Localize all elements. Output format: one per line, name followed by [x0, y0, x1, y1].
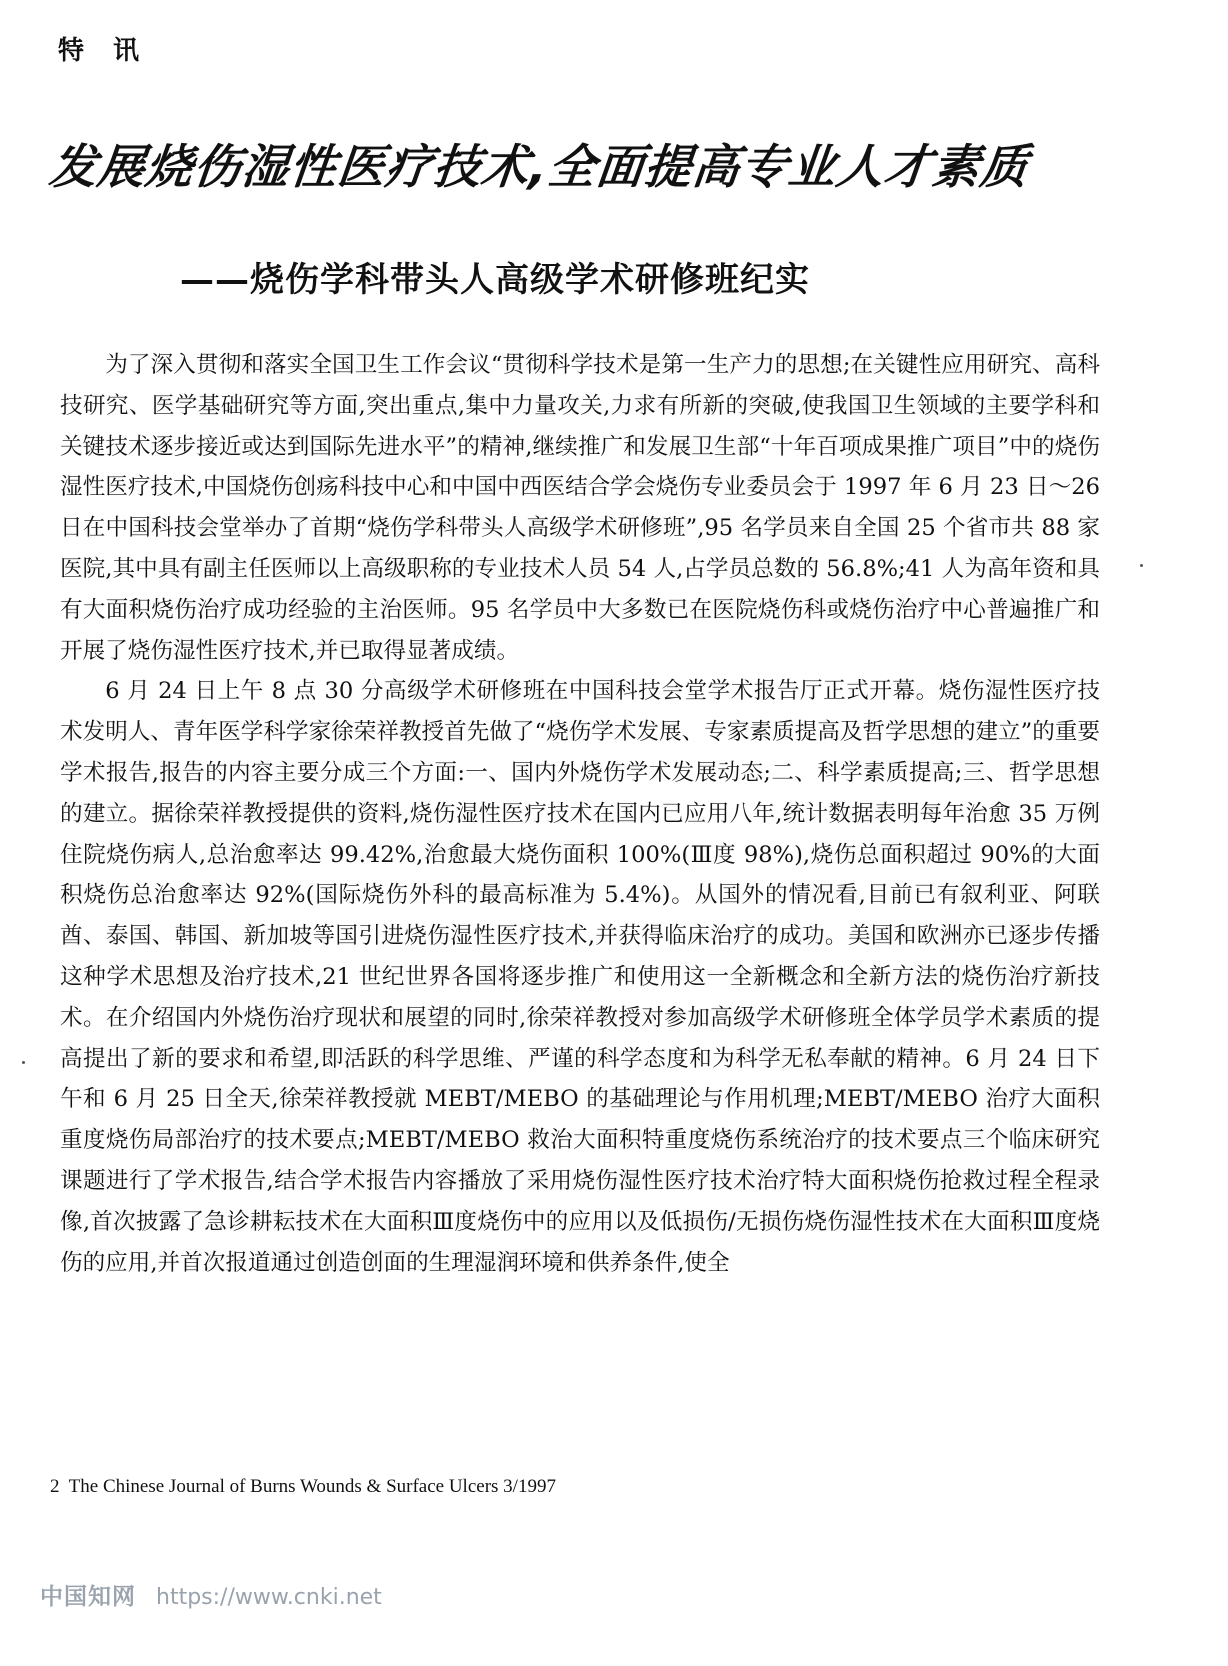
journal-citation: The Chinese Journal of Burns Wounds & Surface Ulcers 3/1997: [68, 1476, 556, 1497]
article-title: 发展烧伤湿性医疗技术,全面提高专业人才素质: [46, 140, 1032, 195]
article-body: [60, 345, 1100, 1283]
page-footer: [50, 1476, 556, 1498]
cnki-logo: 中国知网: [40, 1584, 136, 1610]
scan-artifact-dot: [22, 1061, 25, 1064]
scan-artifact-dot: [1140, 564, 1143, 567]
section-label: 特 讯: [58, 36, 150, 66]
article-subtitle: ——烧伤学科带头人高级学术研修班纪实: [180, 260, 810, 300]
article-paragraph: 为了深入贯彻和落实全国卫生工作会议“贯彻科学技术是第一生产力的思想;在关键性应用研究、高科技研究、医学基础研究等方面,突出重点,集中力量攻关,力求有所新的突破,使我国卫生领域的主要学科和关键技术逐步接近或达到国际先进水平”的精神,继续推广和发展卫生部“十年百项成果推广项目”中的烧伤湿性医疗技术,中国烧伤创疡科技中心和中国中西医结合学会烧伤专业委员会于 1997 年 6 月 23 日～26 日在中国科技会堂举办了首期“烧伤学科带头人高级学术研修班”,95 名学员来自全国 25 个省市共 88 家医院,其中具有副主任医师以上高级职称的专业技术人员 54 人,占学员总数的 56.8%;41 人为高年资和具有大面积烧伤治疗成功经验的主治医师。95 名学员中大多数已在医院烧伤科或烧伤治疗中心普遍推广和开展了烧伤湿性医疗技术,并已取得显著成绩。: [60, 352, 1100, 664]
article-paragraph: 6 月 24 日上午 8 点 30 分高级学术研修班在中国科技会堂学术报告厅正式开幕。烧伤湿性医疗技术发明人、青年医学科学家徐荣祥教授首先做了“烧伤学术发展、专家素质提高及哲学思想的建立”的重要学术报告,报告的内容主要分成三个方面:一、国内外烧伤学术发展动态;二、科学素质提高;三、哲学思想的建立。据徐荣祥教授提供的资料,烧伤湿性医疗技术在国内已应用八年,统计数据表明每年治愈 35 万例住院烧伤病人,总治愈率达 99.42%,治愈最大烧伤面积 100%(Ⅲ度 98%),烧伤总面积超过 90%的大面积烧伤总治愈率达 92%(国际烧伤外科的最高标准为 5.4%)。从国外的情况看,目前已有叙利亚、阿联酋、泰国、韩国、新加坡等国引进烧伤湿性医疗技术,并获得临床治疗的成功。美国和欧洲亦已逐步传播这种学术思想及治疗技术,21 世纪世界各国将逐步推广和使用这一全新概念和全新方法的烧伤治疗新技术。在介绍国内外烧伤治疗现状和展望的同时,徐荣祥教授对参加高级学术研修班全体学员学术素质的提高提出了新的要求和希望,即活跃的科学思维、严谨的科学态度和为科学无私奉献的精神。6 月 24 日下午和 6 月 25 日全天,徐荣祥教授就 MEBT/MEBO 的基础理论与作用机理;MEBT/MEBO 治疗大面积重度烧伤局部治疗的技术要点;MEBT/MEBO 救治大面积特重度烧伤系统治疗的技术要点三个临床研究课题进行了学术报告,结合学术报告内容播放了采用烧伤湿性医疗技术治疗特大面积烧伤抢救过程全程录像,首次披露了急诊耕耘技术在大面积Ⅲ度烧伤中的应用以及低损伤/无损伤烧伤湿性技术在大面积Ⅲ度烧伤的应用,并首次报道通过创造创面的生理湿润环境和供养条件,使全: [60, 678, 1100, 1276]
cnki-watermark: [40, 1578, 382, 1611]
cnki-url: https://www.cnki.net: [156, 1585, 382, 1610]
page-number: 2: [50, 1476, 60, 1497]
